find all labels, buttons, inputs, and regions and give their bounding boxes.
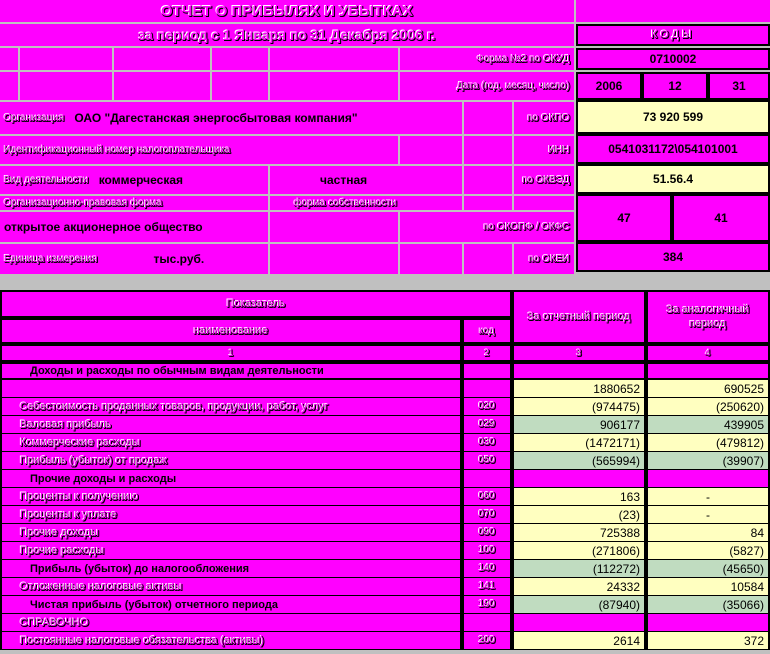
row-code: 090 xyxy=(478,527,496,538)
row-previous-value-cell xyxy=(646,542,770,560)
org-row xyxy=(0,102,462,134)
legal-form-label-cell xyxy=(0,196,268,210)
row-name: СПРАВОЧНО xyxy=(20,616,89,629)
okud-label-cell xyxy=(400,48,574,70)
unit-cell xyxy=(0,244,268,274)
okpo-label-cell xyxy=(514,102,574,134)
row-current-value-cell xyxy=(512,524,646,542)
row-current-value-cell xyxy=(512,452,646,470)
row-previous-value: (5827) xyxy=(729,543,764,558)
indicator-header xyxy=(0,290,512,318)
row-code: 029 xyxy=(478,419,496,430)
grid-cell xyxy=(464,136,512,164)
date-label-cell xyxy=(400,72,574,100)
okopf-label-cell xyxy=(400,212,574,242)
row-code-cell xyxy=(462,488,512,506)
inn-value-cell xyxy=(576,134,770,164)
row-previous-value: - xyxy=(706,489,710,504)
row-previous-value-cell xyxy=(646,560,770,578)
section-ordinary-label: Доходы и расходы по обычным видам деятельности xyxy=(30,365,324,377)
okved-value: 51.56.4 xyxy=(652,172,694,186)
colnum-1 xyxy=(0,344,462,362)
okei-label: по ОКЕИ xyxy=(528,253,570,265)
row-name: Прочие доходы xyxy=(20,526,99,539)
row-previous-value: (35066) xyxy=(722,597,764,612)
row-previous-value-cell xyxy=(646,434,770,452)
row-name: Прибыль (убыток) до налогообложения xyxy=(30,562,250,575)
row-name-cell xyxy=(0,632,462,650)
activity-cell xyxy=(0,166,268,194)
current-period-header xyxy=(512,290,646,344)
codes-header xyxy=(576,24,770,46)
colnum-4-label: 4 xyxy=(705,348,711,358)
okfs-value-cell xyxy=(672,194,770,242)
grid-cell xyxy=(514,196,574,210)
row-code: 060 xyxy=(478,491,496,502)
code-header-label: код xyxy=(479,325,495,337)
date-month-cell xyxy=(642,72,708,100)
ownership-value: частная xyxy=(320,173,368,187)
inn-label-cell xyxy=(514,136,574,164)
okud-label: Форма №2 по ОКУД xyxy=(476,53,570,65)
row-current-value-cell xyxy=(512,560,646,578)
grid-cell xyxy=(0,72,18,100)
row-name-cell xyxy=(0,488,462,506)
okei-label-cell xyxy=(514,244,574,274)
row-name: Прочие расходы xyxy=(20,544,105,557)
row-code-cell xyxy=(462,614,512,632)
row-previous-value-cell xyxy=(646,506,770,524)
grid-cell xyxy=(464,166,512,194)
inn-label: ИНН xyxy=(548,144,570,156)
row-current-value-cell xyxy=(512,380,646,398)
row-current-value-cell xyxy=(512,488,646,506)
row-code: 141 xyxy=(478,581,496,592)
row-previous-value: (250620) xyxy=(715,399,764,414)
activity-value: коммерческая xyxy=(98,173,184,187)
grid-cell xyxy=(646,362,770,380)
row-previous-value-cell xyxy=(646,380,770,398)
row-code: 100 xyxy=(478,545,496,556)
row-previous-value-cell xyxy=(646,524,770,542)
row-previous-value: 84 xyxy=(750,525,764,540)
row-name-cell xyxy=(0,434,462,452)
grid-cell xyxy=(212,72,268,100)
row-previous-value: (45650) xyxy=(722,561,764,576)
row-current-value: (1472171) xyxy=(585,435,640,450)
row-previous-value: 10584 xyxy=(730,579,764,594)
colnum-1-label: 1 xyxy=(228,348,234,358)
inn-desc: Идентификационный номер налогоплательщика xyxy=(4,144,231,156)
row-name: Прочие доходы и расходы xyxy=(30,472,177,485)
row-name-cell xyxy=(0,560,462,578)
colnum-4 xyxy=(646,344,770,362)
row-code: 050 xyxy=(478,455,496,466)
row-name-cell xyxy=(0,452,462,470)
row-name-cell xyxy=(0,542,462,560)
activity-label: Вид деятельности xyxy=(4,174,89,186)
row-current-value-cell xyxy=(512,578,646,596)
row-name: Себестоимость проданных товаров, продукции, работ, услуг xyxy=(20,400,329,413)
date-year: 2006 xyxy=(595,79,623,93)
report-title: ОТЧЕТ О ПРИБЫЛЯХ И УБЫТКАХ xyxy=(161,2,413,20)
grid-cell xyxy=(212,48,268,70)
ownership-cell xyxy=(270,166,462,194)
grid-cell xyxy=(462,362,512,380)
row-previous-value: 439905 xyxy=(723,417,764,432)
grid-cell xyxy=(20,72,112,100)
legal-form-value: открытое акционерное общество xyxy=(4,220,203,234)
row-code: 030 xyxy=(478,437,496,448)
row-previous-value-cell xyxy=(646,488,770,506)
previous-period-label: За аналогичный период xyxy=(666,304,750,330)
okud-value: 0710002 xyxy=(649,52,697,66)
row-current-value-cell xyxy=(512,506,646,524)
date-label: Дата (год, месяц, число) xyxy=(456,80,570,92)
period-row xyxy=(0,24,574,46)
row-previous-value-cell xyxy=(646,398,770,416)
date-day-cell xyxy=(708,72,770,100)
row-previous-value-cell xyxy=(646,452,770,470)
row-current-value-cell xyxy=(512,470,646,488)
row-current-value: 725388 xyxy=(599,525,640,540)
row-current-value: 2614 xyxy=(613,633,640,648)
row-code-cell xyxy=(462,542,512,560)
okopf-label: по ОКОПФ / ОКФС xyxy=(483,221,570,233)
row-name-cell xyxy=(0,398,462,416)
row-current-value: 1880652 xyxy=(593,381,640,396)
row-name-cell xyxy=(0,506,462,524)
name-header-label: наименование xyxy=(193,325,269,337)
previous-period-header xyxy=(646,290,770,344)
row-current-value: 906177 xyxy=(599,417,640,432)
okpo-value-cell xyxy=(576,100,770,134)
row-name-cell xyxy=(0,380,462,398)
row-previous-value-cell xyxy=(646,578,770,596)
inn-desc-cell xyxy=(0,136,398,164)
row-previous-value: (479812) xyxy=(715,435,764,450)
row-code-cell xyxy=(462,452,512,470)
ownership-form-label-cell xyxy=(270,196,462,210)
grid-cell xyxy=(20,48,112,70)
row-current-value-cell xyxy=(512,416,646,434)
row-name-cell xyxy=(0,578,462,596)
grid-cell xyxy=(464,196,512,210)
grid-cell xyxy=(114,48,210,70)
row-name: Чистая прибыль (убыток) отчетного периода xyxy=(30,598,278,611)
row-previous-value: - xyxy=(706,507,710,522)
grid-cell xyxy=(270,48,398,70)
okopf-value-cell xyxy=(576,194,672,242)
row-name-cell xyxy=(0,416,462,434)
row-name: Отложенные налоговые активы xyxy=(20,580,183,593)
okud-value-cell xyxy=(576,48,770,70)
row-previous-value-cell xyxy=(646,632,770,650)
row-previous-value-cell xyxy=(646,470,770,488)
row-current-value: (112272) xyxy=(592,561,640,576)
date-month: 12 xyxy=(668,79,682,93)
okfs-value: 41 xyxy=(714,211,728,225)
row-current-value: (974475) xyxy=(591,399,640,414)
row-previous-value-cell xyxy=(646,416,770,434)
grid-cell xyxy=(270,212,398,242)
codes-label: КОДЫ xyxy=(651,29,695,41)
row-code-cell xyxy=(462,560,512,578)
row-code-cell xyxy=(462,434,512,452)
grid-cell xyxy=(270,72,398,100)
section-ordinary-activities xyxy=(0,362,462,380)
report-title-row xyxy=(0,0,574,22)
grid-cell xyxy=(114,72,210,100)
row-name-cell xyxy=(0,524,462,542)
row-code: 190 xyxy=(478,599,496,610)
row-name-cell xyxy=(0,596,462,614)
indicator-header-label: Показатель xyxy=(226,298,286,310)
row-current-value-cell xyxy=(512,614,646,632)
row-current-value-cell xyxy=(512,434,646,452)
row-previous-value: 372 xyxy=(743,633,764,648)
row-current-value: 24332 xyxy=(606,579,640,594)
legal-form-value-cell xyxy=(0,212,268,242)
date-day: 31 xyxy=(732,79,746,93)
row-code-cell xyxy=(462,524,512,542)
grid-cell xyxy=(400,136,462,164)
row-name: Валовая прибыль xyxy=(20,418,112,431)
row-code-cell xyxy=(462,380,512,398)
row-previous-value: (39907) xyxy=(722,453,764,468)
grid-cell xyxy=(270,244,398,274)
report-period: за период с 1 Января по 31 Декабря 2006 г. xyxy=(138,27,436,43)
name-header xyxy=(0,318,462,344)
row-code-cell xyxy=(462,398,512,416)
okved-value-cell xyxy=(576,164,770,194)
row-code: 020 xyxy=(478,401,496,412)
row-current-value-cell xyxy=(512,632,646,650)
current-period-label: За отчетный период xyxy=(527,311,631,323)
colnum-3-label: 3 xyxy=(576,348,582,358)
date-year-cell xyxy=(576,72,642,100)
row-previous-value-cell xyxy=(646,596,770,614)
row-name: Проценты к уплате xyxy=(20,508,118,521)
row-current-value: (23) xyxy=(618,507,640,522)
row-previous-value: 690525 xyxy=(723,381,764,396)
row-code-cell xyxy=(462,578,512,596)
row-name-cell xyxy=(0,614,462,632)
row-current-value-cell xyxy=(512,398,646,416)
row-code-cell xyxy=(462,596,512,614)
row-code: 200 xyxy=(478,635,496,646)
grid-cell xyxy=(464,244,512,274)
row-current-value-cell xyxy=(512,596,646,614)
row-code-cell xyxy=(462,470,512,488)
row-current-value: 163 xyxy=(619,489,640,504)
row-name: Прибыль (убыток) от продаж xyxy=(20,454,168,467)
inn-value: 0541031172\054101001 xyxy=(608,142,738,156)
row-name: Коммерческие расходы xyxy=(20,436,141,449)
row-code-cell xyxy=(462,506,512,524)
colnum-3 xyxy=(512,344,646,362)
row-code-cell xyxy=(462,632,512,650)
row-current-value: (87940) xyxy=(598,597,640,612)
okei-value-cell xyxy=(576,242,770,272)
row-name-cell xyxy=(0,470,462,488)
okpo-label: по ОКПО xyxy=(527,112,570,124)
okpo-value: 73 920 599 xyxy=(642,110,704,124)
unit-label: Единица измерения xyxy=(4,253,98,265)
grid-cell xyxy=(400,244,462,274)
legal-form-label: Организационно-правовая форма xyxy=(4,197,163,209)
colnum-2 xyxy=(462,344,512,362)
row-current-value: (565994) xyxy=(591,453,640,468)
unit-value: тыс.руб. xyxy=(153,252,205,266)
okei-value: 384 xyxy=(662,250,684,264)
org-name: ОАО "Дагестанская энергосбытовая компания" xyxy=(74,111,358,125)
colnum-2-label: 2 xyxy=(484,348,490,358)
row-code: 140 xyxy=(478,563,496,574)
row-code: 070 xyxy=(478,509,496,520)
grid-cell xyxy=(464,102,512,134)
ownership-form-label: форма собственности xyxy=(294,197,397,209)
okved-label-cell xyxy=(514,166,574,194)
row-name: Проценты к получению xyxy=(20,490,139,503)
okopf-value: 47 xyxy=(617,211,631,225)
grid-cell xyxy=(0,48,18,70)
org-label: Организация xyxy=(4,112,65,124)
row-current-value: (271806) xyxy=(591,543,640,558)
row-previous-value-cell xyxy=(646,614,770,632)
grid-cell xyxy=(512,362,646,380)
code-header xyxy=(462,318,512,344)
codes-top-spacer xyxy=(576,0,770,22)
row-name: Постоянные налоговые обязательства (активы) xyxy=(20,634,265,647)
row-current-value-cell xyxy=(512,542,646,560)
okved-label: по ОКВЭД xyxy=(522,174,570,186)
row-code-cell xyxy=(462,416,512,434)
